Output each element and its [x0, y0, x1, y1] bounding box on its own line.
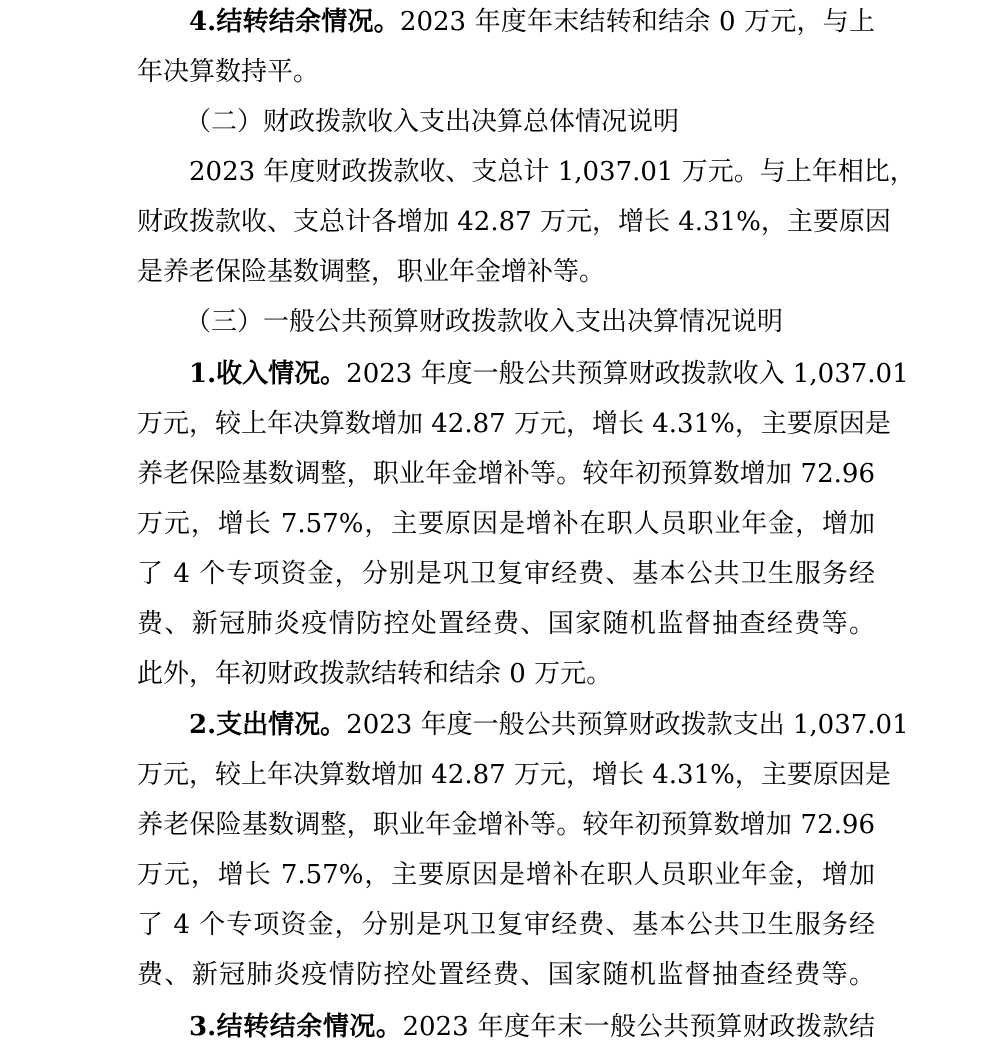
line-text: 2023 年度一般公共预算财政拨款收入 1,037.01 — [346, 359, 909, 389]
line-text: 此外，年初财政拨款结转和结余 0 万元。 — [137, 659, 613, 689]
line-text: 2023 年度一般公共预算财政拨款支出 1,037.01 — [346, 710, 909, 740]
paragraph-line — [137, 850, 875, 900]
paragraph-line — [137, 197, 891, 247]
line-text: 费、新冠肺炎疫情防控处置经费、国家随机监督抽查经费等。 — [137, 960, 875, 990]
paragraph-line — [137, 449, 875, 499]
paragraph-line — [137, 499, 875, 549]
paragraph-line — [137, 247, 875, 297]
line-text: 养老保险基数调整，职业年金增补等。较年初预算数增加 72.96 — [137, 459, 875, 489]
line-text: 财政拨款收、支总计各增加 42.87 万元，增长 4.31%，主要原因 — [137, 207, 891, 237]
line-text: 万元，较上年决算数增加 42.87 万元，增长 4.31%，主要原因是 — [137, 409, 891, 439]
paragraph-line — [137, 399, 891, 449]
paragraph-line — [137, 700, 909, 750]
paragraph-line — [137, 900, 875, 950]
section-heading — [137, 97, 875, 147]
paragraph-line — [137, 649, 875, 699]
paragraph-line — [137, 47, 875, 97]
subsection-label: 1.收入情况。 — [189, 359, 347, 389]
line-text: 万元，增长 7.57%，主要原因是增补在职人员职业年金，增加 — [137, 860, 875, 890]
line-text: 了 4 个专项资金，分别是巩卫复审经费、基本公共卫生服务经 — [137, 559, 875, 589]
paragraph-line — [137, 0, 875, 47]
paragraph-line — [137, 549, 875, 599]
section-heading — [137, 297, 875, 347]
line-text: 万元，增长 7.57%，主要原因是增补在职人员职业年金，增加 — [137, 509, 875, 539]
subsection-label: 4.结转结余情况。 — [189, 7, 400, 37]
line-text: 了 4 个专项资金，分别是巩卫复审经费、基本公共卫生服务经 — [137, 910, 875, 940]
paragraph-line — [137, 599, 875, 649]
line-text: 费、新冠肺炎疫情防控处置经费、国家随机监督抽查经费等。 — [137, 609, 875, 639]
subsection-label: 3.结转结余情况。 — [189, 1012, 403, 1042]
line-text: 是养老保险基数调整，职业年金增补等。 — [137, 257, 606, 287]
heading-text: （三）一般公共预算财政拨款收入支出决算情况说明 — [185, 307, 784, 337]
line-text: 2023 年度年末结转和结余 0 万元，与上 — [399, 7, 875, 37]
heading-text: （二）财政拨款收入支出决算总体情况说明 — [185, 107, 680, 137]
line-text: 年决算数持平。 — [137, 57, 320, 87]
paragraph-line — [137, 750, 891, 800]
paragraph-line — [137, 147, 916, 197]
line-text: 万元，较上年决算数增加 42.87 万元，增长 4.31%，主要原因是 — [137, 760, 891, 790]
line-text: 2023 年度财政拨款收、支总计 1,037.01 万元。与上年相比， — [189, 157, 916, 187]
subsection-label: 2.支出情况。 — [189, 710, 347, 740]
paragraph-line — [137, 800, 875, 850]
line-text: 2023 年度年末一般公共预算财政拨款结 — [402, 1012, 875, 1042]
paragraph-line — [137, 349, 909, 399]
line-text: 养老保险基数调整，职业年金增补等。较年初预算数增加 72.96 — [137, 810, 875, 840]
paragraph-line — [137, 950, 875, 1000]
